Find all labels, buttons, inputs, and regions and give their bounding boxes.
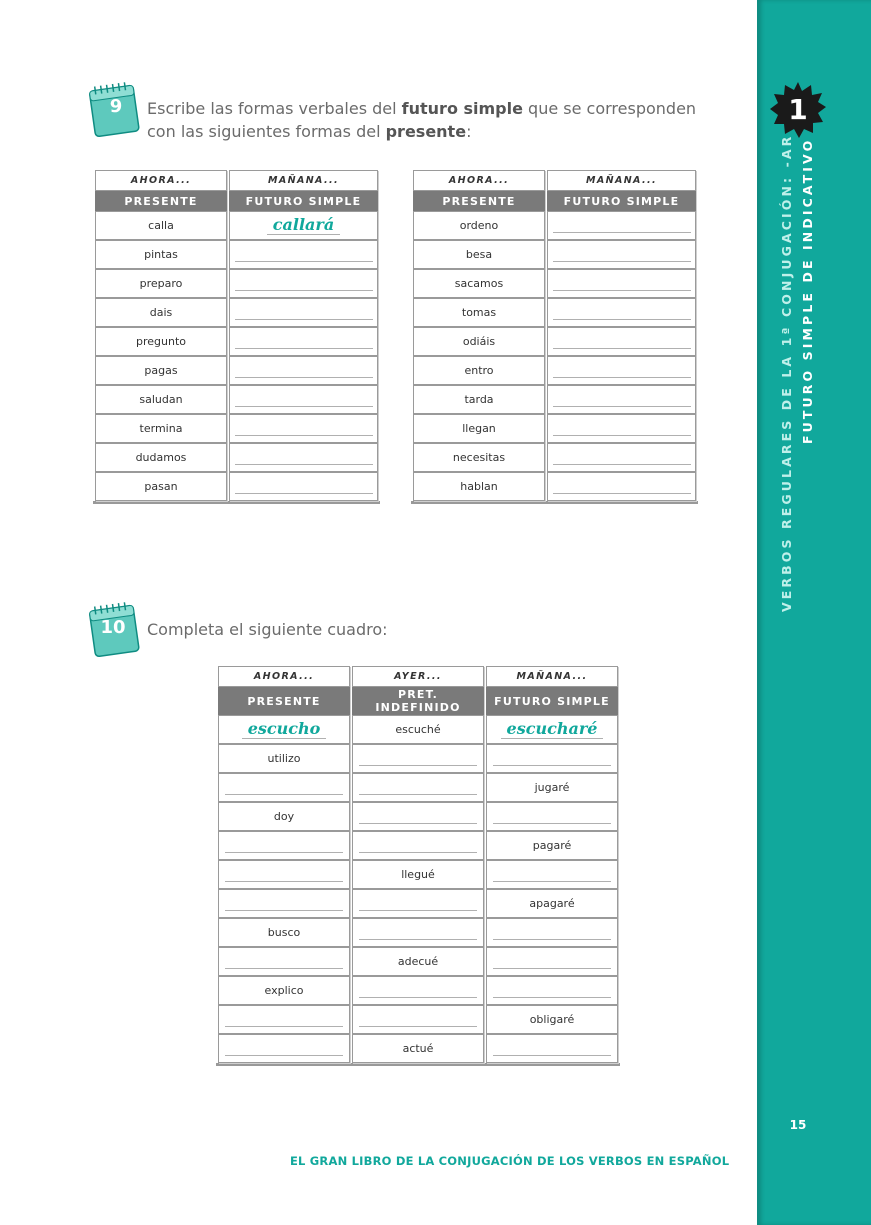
answer-blank-line[interactable] <box>553 406 691 407</box>
header-now: AHORA... <box>413 170 545 191</box>
present-form-cell: busco <box>218 918 350 947</box>
answer-blank-line[interactable] <box>493 881 611 882</box>
answer-blank-line[interactable] <box>235 464 373 465</box>
preterite-form-cell: llegué <box>352 860 484 889</box>
header-tomorrow: MAÑANA... <box>547 170 696 191</box>
table-row <box>95 472 378 501</box>
answer-blank-line[interactable] <box>493 765 611 766</box>
exercise-9-number: 9 <box>109 96 123 117</box>
sidebar-title-conjugation: VERBOS REGULARES DE LA 1ª CONJUGACIÓN: -AR <box>779 133 794 612</box>
future-form-cell[interactable] <box>486 947 618 976</box>
future-form-cell[interactable] <box>547 356 696 385</box>
table-row <box>218 918 618 947</box>
present-form-cell[interactable] <box>218 1034 350 1063</box>
present-form-cell[interactable] <box>218 831 350 860</box>
answer-blank-line[interactable] <box>225 968 343 969</box>
answer-blank-line[interactable] <box>225 881 343 882</box>
present-form-cell: tomas <box>413 298 545 327</box>
table-row <box>413 472 696 501</box>
answer-blank-line[interactable] <box>553 232 691 233</box>
header-now: AHORA... <box>218 666 350 687</box>
answer-blank-line[interactable] <box>235 377 373 378</box>
present-form-cell: entro <box>413 356 545 385</box>
table-row <box>413 327 696 356</box>
present-form-cell: saludan <box>95 385 227 414</box>
book-title-footer: EL GRAN LIBRO DE LA CONJUGACIÓN DE LOS VERBOS EN ESPAÑOL <box>290 1154 730 1168</box>
future-form-cell[interactable] <box>547 414 696 443</box>
table-row <box>413 269 696 298</box>
answer-blank-line[interactable] <box>553 290 691 291</box>
instruction-emphasis-future: futuro simple <box>401 99 523 118</box>
instruction-text: que se corresponden con las siguientes formas del <box>147 99 697 141</box>
table-row <box>413 240 696 269</box>
answer-blank-line[interactable] <box>235 406 373 407</box>
future-form-cell[interactable] <box>547 385 696 414</box>
header-now: AHORA... <box>95 170 227 191</box>
preterite-form-cell[interactable] <box>352 918 484 947</box>
header-present: PRESENTE <box>218 687 350 715</box>
sidebar-title-tense: FUTURO SIMPLE DE INDICATIVO <box>800 137 815 444</box>
present-form-cell[interactable] <box>218 1005 350 1034</box>
table-row <box>95 240 378 269</box>
table-row <box>413 211 696 240</box>
exercise-10-instruction: Completa el siguiente cuadro: <box>147 620 388 639</box>
exercise-9-instruction <box>147 97 727 143</box>
answer-blank-line[interactable] <box>225 1026 343 1027</box>
answer-blank-line[interactable] <box>493 997 611 998</box>
present-form-cell: calla <box>95 211 227 240</box>
answer-blank-line[interactable] <box>359 765 477 766</box>
table-row <box>413 385 696 414</box>
present-form-cell: dudamos <box>95 443 227 472</box>
answer-blank-line[interactable] <box>225 794 343 795</box>
header-present: PRESENTE <box>95 191 227 211</box>
exercise-10-table <box>216 666 620 1066</box>
present-form-cell: doy <box>218 802 350 831</box>
answer-blank-line[interactable] <box>493 968 611 969</box>
preterite-form-cell[interactable] <box>352 889 484 918</box>
exercise-10-number: 10 <box>100 617 126 638</box>
present-form-cell: explico <box>218 976 350 1005</box>
preterite-form-cell: escuché <box>352 715 484 744</box>
preterite-form-cell[interactable] <box>352 744 484 773</box>
preterite-form-cell: adecué <box>352 947 484 976</box>
handwritten-answer: escucho <box>242 720 327 739</box>
future-form-cell: apagaré <box>486 889 618 918</box>
answer-blank-line[interactable] <box>553 377 691 378</box>
preterite-form-cell[interactable] <box>352 1005 484 1034</box>
future-form-cell[interactable] <box>229 414 378 443</box>
header-preterite: PRET. INDEFINIDO <box>352 687 484 715</box>
future-form-cell <box>229 211 378 240</box>
table-row <box>218 976 618 1005</box>
table-row <box>95 385 378 414</box>
present-form-cell: utilizo <box>218 744 350 773</box>
table-row <box>413 414 696 443</box>
answer-blank-line[interactable] <box>553 261 691 262</box>
instruction-text: : <box>466 122 472 141</box>
header-tomorrow: MAÑANA... <box>486 666 618 687</box>
chapter-number: 1 <box>788 93 808 126</box>
preterite-form-cell[interactable] <box>352 802 484 831</box>
table-row <box>218 773 618 802</box>
present-form-cell: dais <box>95 298 227 327</box>
table-row <box>413 356 696 385</box>
present-form-cell: preparo <box>95 269 227 298</box>
preterite-form-cell[interactable] <box>352 773 484 802</box>
table-row <box>218 1005 618 1034</box>
table-row <box>95 356 378 385</box>
preterite-form-cell[interactable] <box>352 976 484 1005</box>
answer-blank-line[interactable] <box>553 464 691 465</box>
present-form-cell[interactable] <box>218 860 350 889</box>
future-form-cell[interactable] <box>486 976 618 1005</box>
answer-blank-line[interactable] <box>235 319 373 320</box>
answer-blank-line[interactable] <box>235 435 373 436</box>
present-form-cell[interactable] <box>218 773 350 802</box>
answer-blank-line[interactable] <box>553 348 691 349</box>
answer-blank-line[interactable] <box>359 910 477 911</box>
future-form-cell[interactable] <box>547 240 696 269</box>
table-row <box>218 802 618 831</box>
answer-blank-line[interactable] <box>493 823 611 824</box>
table-row <box>95 414 378 443</box>
present-form-cell: tarda <box>413 385 545 414</box>
header-future: FUTURO SIMPLE <box>486 687 618 715</box>
present-form-cell <box>218 715 350 744</box>
future-form-cell[interactable] <box>486 860 618 889</box>
present-form-cell[interactable] <box>218 947 350 976</box>
answer-blank-line[interactable] <box>235 348 373 349</box>
future-form-cell[interactable] <box>547 472 696 501</box>
future-form-cell: jugaré <box>486 773 618 802</box>
exercise-9-table-right <box>411 170 698 504</box>
present-form-cell: termina <box>95 414 227 443</box>
answer-blank-line[interactable] <box>225 1055 343 1056</box>
present-form-cell: ordeno <box>413 211 545 240</box>
answer-blank-line[interactable] <box>235 493 373 494</box>
present-form-cell: necesitas <box>413 443 545 472</box>
table-row <box>95 298 378 327</box>
answer-blank-line[interactable] <box>359 794 477 795</box>
answer-blank-line[interactable] <box>359 939 477 940</box>
future-form-cell <box>486 715 618 744</box>
future-form-cell[interactable] <box>486 918 618 947</box>
present-form-cell: besa <box>413 240 545 269</box>
answer-blank-line[interactable] <box>225 910 343 911</box>
answer-blank-line[interactable] <box>359 1026 477 1027</box>
answer-blank-line[interactable] <box>553 435 691 436</box>
future-form-cell[interactable] <box>547 443 696 472</box>
present-form-cell: pagas <box>95 356 227 385</box>
future-form-cell: obligaré <box>486 1005 618 1034</box>
future-form-cell[interactable] <box>229 443 378 472</box>
instruction-text: Escribe las formas verbales del <box>147 99 402 118</box>
header-tomorrow: MAÑANA... <box>229 170 378 191</box>
answer-blank-line[interactable] <box>359 823 477 824</box>
header-present: PRESENTE <box>413 191 545 211</box>
present-form-cell: llegan <box>413 414 545 443</box>
future-form-cell[interactable] <box>229 356 378 385</box>
table-row <box>218 889 618 918</box>
present-form-cell: odiáis <box>413 327 545 356</box>
answer-blank-line[interactable] <box>235 290 373 291</box>
table-row <box>95 327 378 356</box>
answer-blank-line[interactable] <box>493 1055 611 1056</box>
answer-blank-line[interactable] <box>359 852 477 853</box>
table-row <box>95 443 378 472</box>
table-row <box>95 269 378 298</box>
future-form-cell[interactable] <box>486 744 618 773</box>
header-future: FUTURO SIMPLE <box>229 191 378 211</box>
future-form-cell[interactable] <box>229 298 378 327</box>
present-form-cell: pintas <box>95 240 227 269</box>
future-form-cell[interactable] <box>547 298 696 327</box>
table-row <box>218 1034 618 1063</box>
table-row <box>218 860 618 889</box>
exercise-9-table-left <box>93 170 380 504</box>
answer-blank-line[interactable] <box>359 997 477 998</box>
present-form-cell: hablan <box>413 472 545 501</box>
future-form-cell: pagaré <box>486 831 618 860</box>
header-yesterday: AYER... <box>352 666 484 687</box>
answer-blank-line[interactable] <box>553 493 691 494</box>
handwritten-answer: callará <box>267 216 340 235</box>
future-form-cell[interactable] <box>229 327 378 356</box>
table-row <box>413 443 696 472</box>
header-future: FUTURO SIMPLE <box>547 191 696 211</box>
preterite-form-cell[interactable] <box>352 831 484 860</box>
answer-blank-line[interactable] <box>225 852 343 853</box>
present-form-cell[interactable] <box>218 889 350 918</box>
present-form-cell: pasan <box>95 472 227 501</box>
future-form-cell[interactable] <box>547 327 696 356</box>
table-row <box>218 947 618 976</box>
future-form-cell[interactable] <box>229 472 378 501</box>
handwritten-answer: escucharé <box>501 720 604 739</box>
table-row <box>218 744 618 773</box>
future-form-cell[interactable] <box>486 802 618 831</box>
future-form-cell[interactable] <box>547 211 696 240</box>
future-form-cell[interactable] <box>229 269 378 298</box>
table-row <box>218 831 618 860</box>
answer-blank-line[interactable] <box>235 261 373 262</box>
future-form-cell[interactable] <box>547 269 696 298</box>
present-form-cell: pregunto <box>95 327 227 356</box>
page-number: 15 <box>789 1118 807 1132</box>
future-form-cell[interactable] <box>229 240 378 269</box>
future-form-cell[interactable] <box>486 1034 618 1063</box>
future-form-cell[interactable] <box>229 385 378 414</box>
preterite-form-cell: actué <box>352 1034 484 1063</box>
table-row <box>95 211 378 240</box>
answer-blank-line[interactable] <box>553 319 691 320</box>
answer-blank-line[interactable] <box>493 939 611 940</box>
present-form-cell: sacamos <box>413 269 545 298</box>
table-row <box>218 715 618 744</box>
instruction-emphasis-present: presente <box>385 122 467 141</box>
table-row <box>413 298 696 327</box>
